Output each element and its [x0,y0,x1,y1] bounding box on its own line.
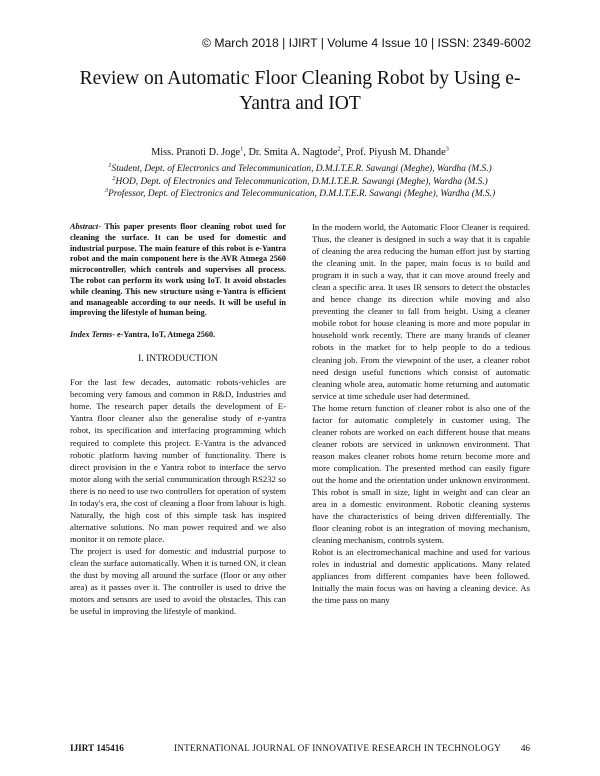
author-1-sup: 1 [240,145,244,153]
author-list: Miss. Pranoti D. Joge$^1$, Dr. Smita A. Nagtode$^2$, Prof. Piyush M. Dhande$^3$ [151,145,449,158]
footer-journal-name: INTERNATIONAL JOURNAL OF INNOVATIVE RESEARCH IN TECHNOLOGY [174,743,502,753]
body-paragraph-1: In the modern world, the Automatic Floor Cleaner is required. Thus, the cleaner is designed in such a way that it is capable of cleaning the area reducing the human effort just by starting the cleaning unit. In the paper, main focus is to build and program it in such a way, that it can move around freely and clean a specific area. It uses IR sensors to detect the obstacles and hence change its direction while moving and also preventing the cleaner to fall from height. Using a cleaner mobile robot for house cleaning is more and more popular in household work recently. There are many brands of cleaner robots in the market for to help people to do a tedious cleaning job. From the viewpoint of the user, a cleaner robot need design useful functions which consist of automatic cleaning whole area, automatic home returning and automatic service at time schedule user had determined. [312,222,530,401]
author-2-sup: 2 [337,145,341,153]
affiliation-3: $^3$Professor, Dept. of Electronics and Telecommunication, D.M.I.T.E.R. Sawangi (Meghe), Wardha (M.S.) [104,187,496,200]
right-column [312,221,530,607]
footer-journal-id: IJIRT 145416 [70,743,124,753]
title-line-1: Review on Automatic Floor Cleaning Robot by Using e- [79,68,521,89]
author-3-sup: 3 [445,145,449,153]
intro-paragraph-2: The project is used for domestic and industrial purpose to clean the surface automatically. When it is turned ON, it clean the dust by moving all around the surface (floor or any other area) as it passes over it. The controller is used to drive the motors and sensors are used to avoid the obstacles. This can be useful in improving the lifestyle of mankind. [70,545,286,617]
journal-header: © March 2018 | IJIRT | Volume 4 Issue 10 | ISSN: 2349-6002 [202,36,531,50]
index-terms-label: Index Terms- [70,330,115,340]
abstract-label: Abstract- [70,222,101,231]
author-2: Dr. Smita A. Nagtode [248,147,338,158]
body-paragraph-3: Robot is an electromechanical machine and used for various roles in industrial and domestic applications. Many related appliances from different companies have been followed. Initially the main focus was on having a cleaning device. As the time pass on many [312,547,530,606]
abstract-text: This paper presents floor cleaning robot used for cleaning the surface. It can be used for domestic and industrial purpose. The main feature of this robot is e-Yantra robot and the main component here is the AVR Atmega 2560 microcontroller, which controls and supervises all process. The robot can perform its work using IoT. It avoid obstacles while cleaning. This new structure using e-Yantra is efficient and manageable according to our needs. It will be useful in improving the lifestyle of human being. [70,222,286,318]
index-terms-text: e-Yantra, IoT, Atmega 2560. [114,330,216,340]
title-line-2: Yantra and IOT [239,93,361,114]
author-1: Miss. Pranoti D. Joge [151,147,241,158]
affiliations [0,163,600,201]
affiliation-1: $^1$Student, Dept. of Electronics and Telecommunication, D.M.I.T.E.R. Sawangi (Meghe), Wardha (M.S.) [108,161,492,174]
section-heading-introduction: I. INTRODUCTION [138,354,218,365]
author-3: Prof. Piyush M. Dhande [345,147,446,158]
intro-paragraph-1: For the last few decades, automatic robots-vehicles are becoming very famous and common in R&D, Industries and home. The research paper details the development of E-Yantra floor cleaner also the generalise study of e-yantra robot, its specification and interfacing programming which required to complete this project. E-Yantra is the advanced robotic platform having number of functionality. There is direct provision in the e Yantra robot to interface the servo motor along with the serial communication through RS232 so there is no need to use two controllers for operation of system In today's era, the cost of cleaning a floor from labour is high. Naturally, the high cost of this simple task has inspired alternative solutions. No man power required and we also monitor it on remote place. [70,377,286,544]
footer-page-number: 46 [520,743,530,753]
left-column [70,222,286,617]
abstract [70,222,286,319]
index-terms [70,329,286,341]
paper-title [50,66,550,116]
affiliation-2: $^2$HOD, Dept. of Electronics and Telecommunication, D.M.I.T.E.R. Sawangi (Meghe), Wardha (M.S.) [112,174,488,187]
body-paragraph-2: The home return function of cleaner robot is also one of the factor for automatic completely in customer using. The cleaner robots are worked on each different house that means cleaner robots are serviced in unknown environment. That reason makes cleaner robots home return become more and more complication. The presented method can easily figure out the home and the orientation under unknown environment. This robot is small in size, light in weight and can clear an area in a domestic environment. Robotic cleaning systems have the characteristics of being driven differentially. The floor cleaning robot is an integration of moving mechanism, cleaning mechanism, controls system. [312,402,530,546]
